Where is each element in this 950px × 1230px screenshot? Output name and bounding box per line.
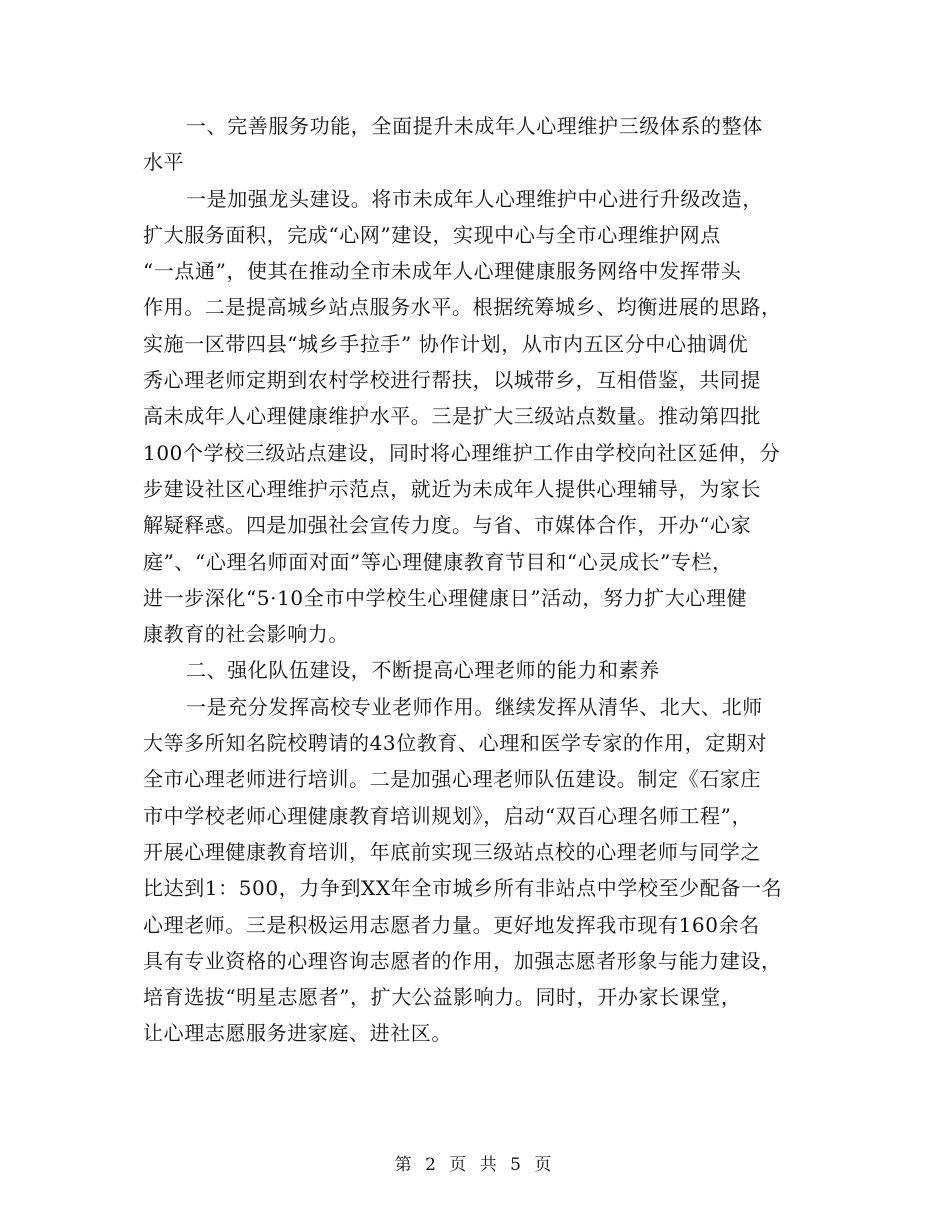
paragraph-line: 全市心理老师进行培训。二是加强心理老师队伍建设。制定《石家庄 — [143, 767, 761, 792]
paragraph-line: 解疑释惑。四是加强社会宣传力度。与省、市媒体合作，开办“心家 — [143, 513, 752, 538]
page-number-footer: 第 2 页 共 5 页 — [394, 1155, 556, 1175]
paragraph-line: 庭”、“心理名师面对面”等心理健康教育节目和“心灵成长”专栏， — [143, 549, 733, 574]
section-heading-1-continued: 水平 — [143, 150, 185, 175]
paragraph-line: 大等多所知名院校聘请的43位教育、心理和医学专家的作用，定期对 — [143, 731, 768, 756]
paragraph-line: 步建设社区心理维护示范点，就近为未成年人提供心理辅导，为家长 — [143, 476, 761, 501]
paragraph-line: 实施一区带四县“城乡手拉手” 协作计划，从市内五区分中心抽调优 — [143, 331, 749, 356]
document-body — [143, 108, 811, 1052]
paragraph-line: 一是充分发挥高校专业老师作用。继续发挥从清华、北大、北师 — [186, 694, 763, 719]
paragraph-line: 心理老师。三是积极运用志愿者力量。更好地发挥我市现有160余名 — [143, 912, 760, 937]
paragraph-line: 100个学校三级站点建设，同时将心理维护工作由学校向社区延伸，分 — [143, 440, 781, 465]
paragraph-line: 具有专业资格的心理咨询志愿者的作用，加强志愿者形象与能力建设， — [143, 948, 782, 973]
paragraph-line: 秀心理老师定期到农村学校进行帮扶，以城带乡，互相借鉴，共同提 — [143, 368, 761, 393]
paragraph-line: 作用。二是提高城乡站点服务水平。根据统筹城乡、均衡进展的思路， — [143, 295, 782, 320]
section-heading-1: 一、完善服务功能，全面提升未成年人心理维护三级体系的整体 — [186, 114, 763, 138]
paragraph-line: 开展心理健康教育培训，年底前实现三级站点校的心理老师与同学之 — [143, 839, 761, 864]
paragraph-line: 培育选拔“明星志愿者”，扩大公益影响力。同时，开办家长课堂， — [143, 985, 742, 1010]
paragraph-line: 高未成年人心理健康维护水平。三是扩大三级站点数量。推动第四批 — [143, 404, 761, 429]
section-heading-2: 二、强化队伍建设，不断提高心理老师的能力和素养 — [186, 658, 660, 683]
paragraph-line: 比达到1：500，力争到XX年全市城乡所有非站点中学校至少配备一名 — [143, 876, 783, 901]
paragraph-line: 一是加强龙头建设。将市未成年人心理维护中心进行升级改造， — [186, 186, 763, 211]
paragraph-line: “一点通”，使其在推动全市未成年人心理健康服务网络中发挥带头 — [143, 259, 742, 284]
paragraph-line: 康教育的社会影响力。 — [143, 622, 349, 647]
paragraph-line: 市中学校老师心理健康教育培训规划》，启动“双百心理名师工程”， — [143, 803, 753, 828]
paragraph-line: 扩大服务面积，完成“心网”建设，实现中心与全市心理维护网点 — [143, 222, 721, 247]
paragraph-line: 进一步深化“5·10全市中学校生心理健康日”活动，努力扩大心理健 — [143, 585, 748, 610]
paragraph-line: 让心理志愿服务进家庭、进社区。 — [143, 1021, 452, 1046]
